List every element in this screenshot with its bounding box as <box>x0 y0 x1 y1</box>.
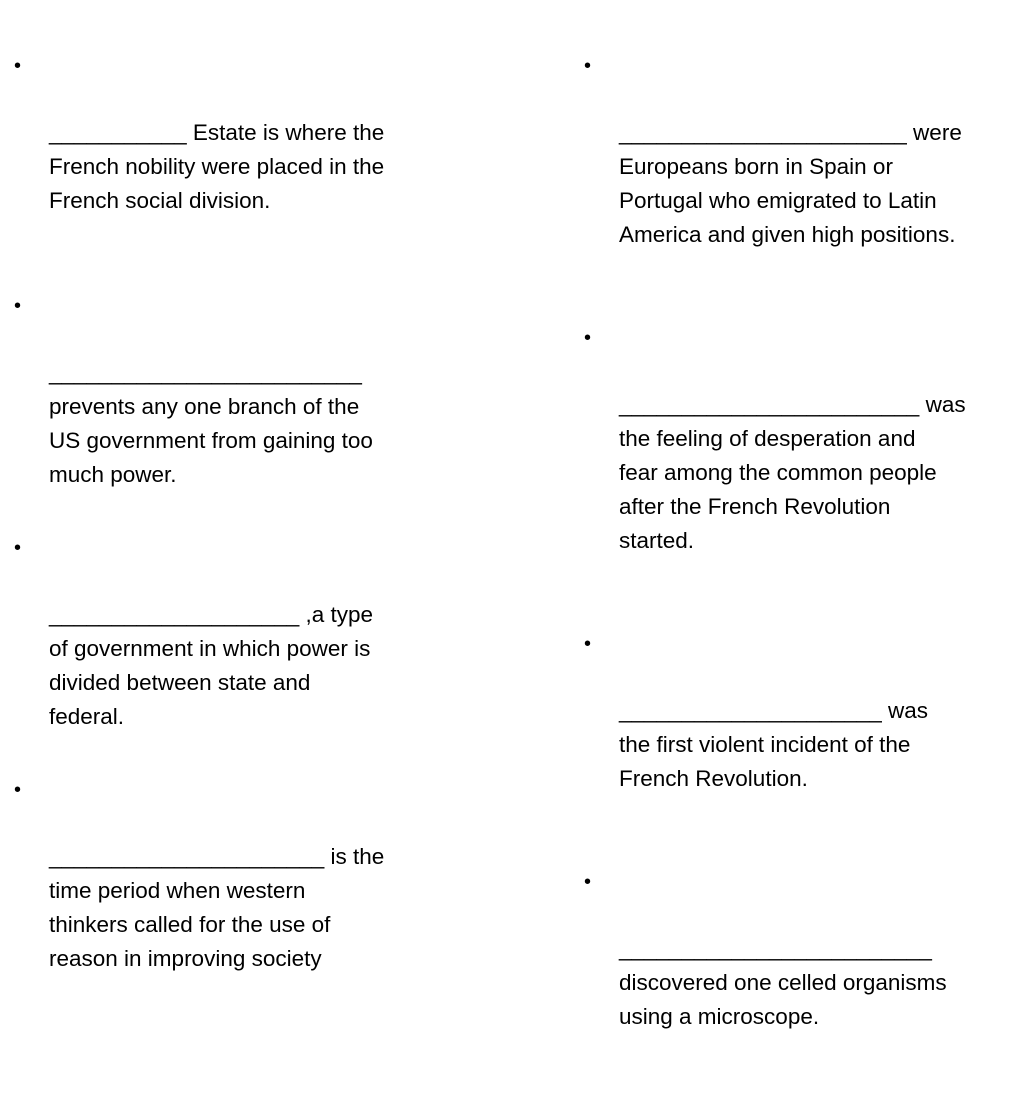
question-text: ____________________ ,a type of government in which power is divided between state and federal. <box>49 602 374 729</box>
question-item <box>584 320 1020 558</box>
question-text: _________________________ discovered one celled organisms using a microscope. <box>619 936 947 1029</box>
right-question-list <box>584 48 1020 1102</box>
question-text: ___________ Estate is where the French nobility were placed in the French social division. <box>49 120 385 213</box>
question-item <box>14 772 454 976</box>
bullet-icon <box>584 320 604 355</box>
question-item <box>584 48 1020 252</box>
bullet-icon <box>14 530 34 565</box>
question-item <box>14 288 454 492</box>
question-item <box>584 864 1020 1034</box>
bullet-icon <box>584 48 604 83</box>
question-item <box>14 48 454 218</box>
question-item <box>584 626 1020 796</box>
bullet-icon <box>14 772 34 807</box>
question-text: _________________________ prevents any one branch of the US government from gaining too much power. <box>49 360 373 487</box>
bullet-icon <box>584 864 604 899</box>
question-text: ________________________ was the feeling of desperation and fear among the common people after the French Revolution started. <box>619 392 966 553</box>
question-item <box>14 530 454 734</box>
bullet-icon <box>14 288 34 323</box>
question-text: _______________________ were Europeans born in Spain or Portugal who emigrated to Latin America and given high positions. <box>619 120 962 247</box>
bullet-icon <box>14 48 34 83</box>
bullet-icon <box>584 626 604 661</box>
left-question-list <box>14 48 454 1014</box>
question-text: _____________________ was the first violent incident of the French Revolution. <box>619 698 929 791</box>
question-text: ______________________ is the time period when western thinkers called for the use of reason in improving society <box>49 844 385 971</box>
